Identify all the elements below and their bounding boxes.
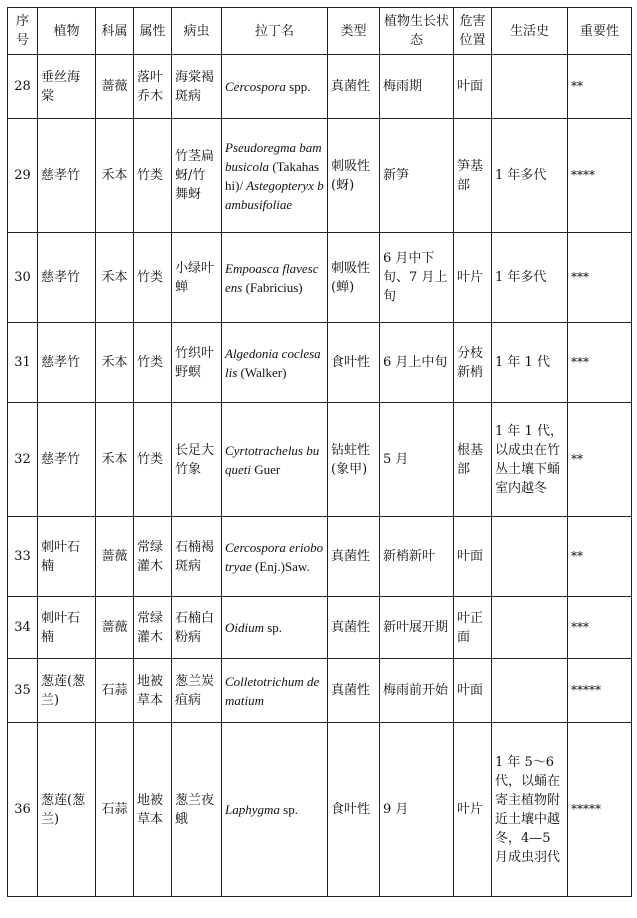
row-importance: ***** bbox=[568, 723, 632, 897]
row-position: 根基部 bbox=[454, 403, 492, 517]
row-no: 30 bbox=[8, 233, 38, 323]
row-no: 34 bbox=[8, 597, 38, 659]
row-family: 禾本 bbox=[96, 323, 134, 403]
row-no: 35 bbox=[8, 659, 38, 723]
latin-author: sp. bbox=[283, 802, 298, 817]
row-latin bbox=[222, 323, 328, 403]
row-latin bbox=[222, 659, 328, 723]
row-type: 食叶性 bbox=[328, 323, 380, 403]
header-no: 序号 bbox=[8, 8, 38, 55]
row-family: 蔷薇 bbox=[96, 55, 134, 119]
row-type: 刺吸性(蝉) bbox=[328, 233, 380, 323]
row-family: 石蒜 bbox=[96, 659, 134, 723]
table-row bbox=[8, 659, 632, 723]
row-family: 禾本 bbox=[96, 403, 134, 517]
row-no: 32 bbox=[8, 403, 38, 517]
row-plant: 慈孝竹 bbox=[38, 233, 96, 323]
row-position: 叶面 bbox=[454, 659, 492, 723]
table-row bbox=[8, 119, 632, 233]
row-pest: 石楠白粉病 bbox=[172, 597, 222, 659]
row-position: 叶正面 bbox=[454, 597, 492, 659]
row-plant: 慈孝竹 bbox=[38, 119, 96, 233]
row-stage: 6 月中下旬、7 月上旬 bbox=[380, 233, 454, 323]
row-no: 28 bbox=[8, 55, 38, 119]
header-pest: 病虫 bbox=[172, 8, 222, 55]
pest-table bbox=[7, 7, 632, 897]
row-life bbox=[492, 659, 568, 723]
row-life: 1 年 5～6 代，以蛹在寄主植物附近土壤中越冬，4—5 月成虫羽代 bbox=[492, 723, 568, 897]
row-importance: ** bbox=[568, 403, 632, 517]
row-family: 禾本 bbox=[96, 233, 134, 323]
row-latin bbox=[222, 403, 328, 517]
header-importance: 重要性 bbox=[568, 8, 632, 55]
table-row bbox=[8, 403, 632, 517]
row-type: 食叶性 bbox=[328, 723, 380, 897]
row-plant: 刺叶石楠 bbox=[38, 597, 96, 659]
row-stage: 新笋 bbox=[380, 119, 454, 233]
row-pest: 海棠褐斑病 bbox=[172, 55, 222, 119]
latin-author: (Walker) bbox=[240, 364, 287, 380]
table-row bbox=[8, 323, 632, 403]
row-stage: 新叶展开期 bbox=[380, 597, 454, 659]
row-importance: *** bbox=[568, 233, 632, 323]
row-no: 36 bbox=[8, 723, 38, 897]
latin-name: Empoasca flavescens bbox=[225, 260, 319, 295]
row-stage: 5 月 bbox=[380, 403, 454, 517]
row-type: 真菌性 bbox=[328, 597, 380, 659]
row-importance: *** bbox=[568, 597, 632, 659]
header-attr: 属性 bbox=[134, 8, 172, 55]
row-type: 真菌性 bbox=[328, 55, 380, 119]
latin-author: sp. bbox=[267, 620, 283, 635]
row-position: 分枝新梢 bbox=[454, 323, 492, 403]
row-latin bbox=[222, 119, 328, 233]
row-importance: ** bbox=[568, 517, 632, 597]
row-attr: 常绿灌木 bbox=[134, 597, 172, 659]
latin-name: Laphygma bbox=[225, 802, 280, 817]
row-life: 1 年多代 bbox=[492, 233, 568, 323]
table-row bbox=[8, 517, 632, 597]
row-importance: ** bbox=[568, 55, 632, 119]
row-family: 石蒜 bbox=[96, 723, 134, 897]
row-latin bbox=[222, 723, 328, 897]
row-latin bbox=[222, 517, 328, 597]
header-latin: 拉丁名 bbox=[222, 8, 328, 55]
latin-name-2: Astegopteryx bambusifoliae bbox=[225, 177, 324, 212]
row-attr: 竹类 bbox=[134, 233, 172, 323]
row-no: 33 bbox=[8, 517, 38, 597]
latin-name: Cercospora bbox=[225, 79, 286, 94]
row-plant: 刺叶石楠 bbox=[38, 517, 96, 597]
latin-name: Oidium bbox=[225, 620, 264, 635]
row-attr: 竹类 bbox=[134, 403, 172, 517]
row-position: 叶面 bbox=[454, 55, 492, 119]
row-position: 叶片 bbox=[454, 723, 492, 897]
row-pest: 长足大竹象 bbox=[172, 403, 222, 517]
row-attr: 竹类 bbox=[134, 119, 172, 233]
row-latin bbox=[222, 597, 328, 659]
row-plant: 垂丝海棠 bbox=[38, 55, 96, 119]
row-no: 29 bbox=[8, 119, 38, 233]
row-family: 禾本 bbox=[96, 119, 134, 233]
header-family: 科属 bbox=[96, 8, 134, 55]
row-stage: 梅雨期 bbox=[380, 55, 454, 119]
row-attr: 地被草本 bbox=[134, 723, 172, 897]
row-stage: 梅雨前开始 bbox=[380, 659, 454, 723]
row-life bbox=[492, 517, 568, 597]
row-plant: 慈孝竹 bbox=[38, 403, 96, 517]
table-row bbox=[8, 597, 632, 659]
row-position: 叶面 bbox=[454, 517, 492, 597]
header-plant: 植物 bbox=[38, 8, 96, 55]
latin-name: Colletotrichum dematium bbox=[225, 673, 320, 708]
header-position: 危害位置 bbox=[454, 8, 492, 55]
row-latin bbox=[222, 55, 328, 119]
latin-name: Cercospora eriobotryae bbox=[225, 539, 324, 574]
header-stage: 植物生长状态 bbox=[380, 8, 454, 55]
row-life: 1 年 1 代，以成虫在竹丛土壤下蛹室内越冬 bbox=[492, 403, 568, 517]
latin-name: Pseudoregma bambusicola bbox=[225, 139, 322, 174]
header-type: 类型 bbox=[328, 8, 380, 55]
row-stage: 9 月 bbox=[380, 723, 454, 897]
row-type: 真菌性 bbox=[328, 517, 380, 597]
header-row bbox=[8, 8, 632, 55]
table-row bbox=[8, 723, 632, 897]
row-importance: *** bbox=[568, 323, 632, 403]
row-life bbox=[492, 597, 568, 659]
row-life bbox=[492, 55, 568, 119]
row-life: 1 年多代 bbox=[492, 119, 568, 233]
row-attr: 落叶乔木 bbox=[134, 55, 172, 119]
latin-name: Cyrtotrachelus buqueti bbox=[225, 442, 320, 477]
row-pest: 竹茎扁蚜/竹舞蚜 bbox=[172, 119, 222, 233]
row-type: 真菌性 bbox=[328, 659, 380, 723]
latin-author: Guer bbox=[254, 461, 281, 477]
row-attr: 常绿灌木 bbox=[134, 517, 172, 597]
row-stage: 新梢新叶 bbox=[380, 517, 454, 597]
row-plant: 慈孝竹 bbox=[38, 323, 96, 403]
row-attr: 竹类 bbox=[134, 323, 172, 403]
row-no: 31 bbox=[8, 323, 38, 403]
row-position: 笋基部 bbox=[454, 119, 492, 233]
row-pest: 葱兰夜蛾 bbox=[172, 723, 222, 897]
row-stage: 6 月上中旬 bbox=[380, 323, 454, 403]
row-attr: 地被草本 bbox=[134, 659, 172, 723]
table-row bbox=[8, 233, 632, 323]
row-pest: 石楠褐斑病 bbox=[172, 517, 222, 597]
table-row bbox=[8, 55, 632, 119]
row-pest: 竹织叶野螟 bbox=[172, 323, 222, 403]
latin-author: (Takahashi)/ bbox=[225, 158, 320, 193]
row-plant: 葱莲(葱兰) bbox=[38, 659, 96, 723]
row-pest: 葱兰炭疽病 bbox=[172, 659, 222, 723]
row-family: 蔷薇 bbox=[96, 597, 134, 659]
latin-name: Algedonia coclesalis bbox=[225, 345, 321, 380]
row-latin bbox=[222, 233, 328, 323]
row-life: 1 年 1 代 bbox=[492, 323, 568, 403]
row-importance: **** bbox=[568, 119, 632, 233]
row-type: 刺吸性(蚜) bbox=[328, 119, 380, 233]
latin-author: spp. bbox=[289, 79, 311, 94]
header-life: 生活史 bbox=[492, 8, 568, 55]
row-type: 钻蛀性(象甲) bbox=[328, 403, 380, 517]
row-plant: 葱莲(葱兰) bbox=[38, 723, 96, 897]
row-pest: 小绿叶蝉 bbox=[172, 233, 222, 323]
latin-author: (Enj.)Saw. bbox=[254, 558, 310, 574]
row-position: 叶片 bbox=[454, 233, 492, 323]
latin-author: (Fabricius) bbox=[245, 279, 303, 295]
row-family: 蔷薇 bbox=[96, 517, 134, 597]
row-importance: ***** bbox=[568, 659, 632, 723]
